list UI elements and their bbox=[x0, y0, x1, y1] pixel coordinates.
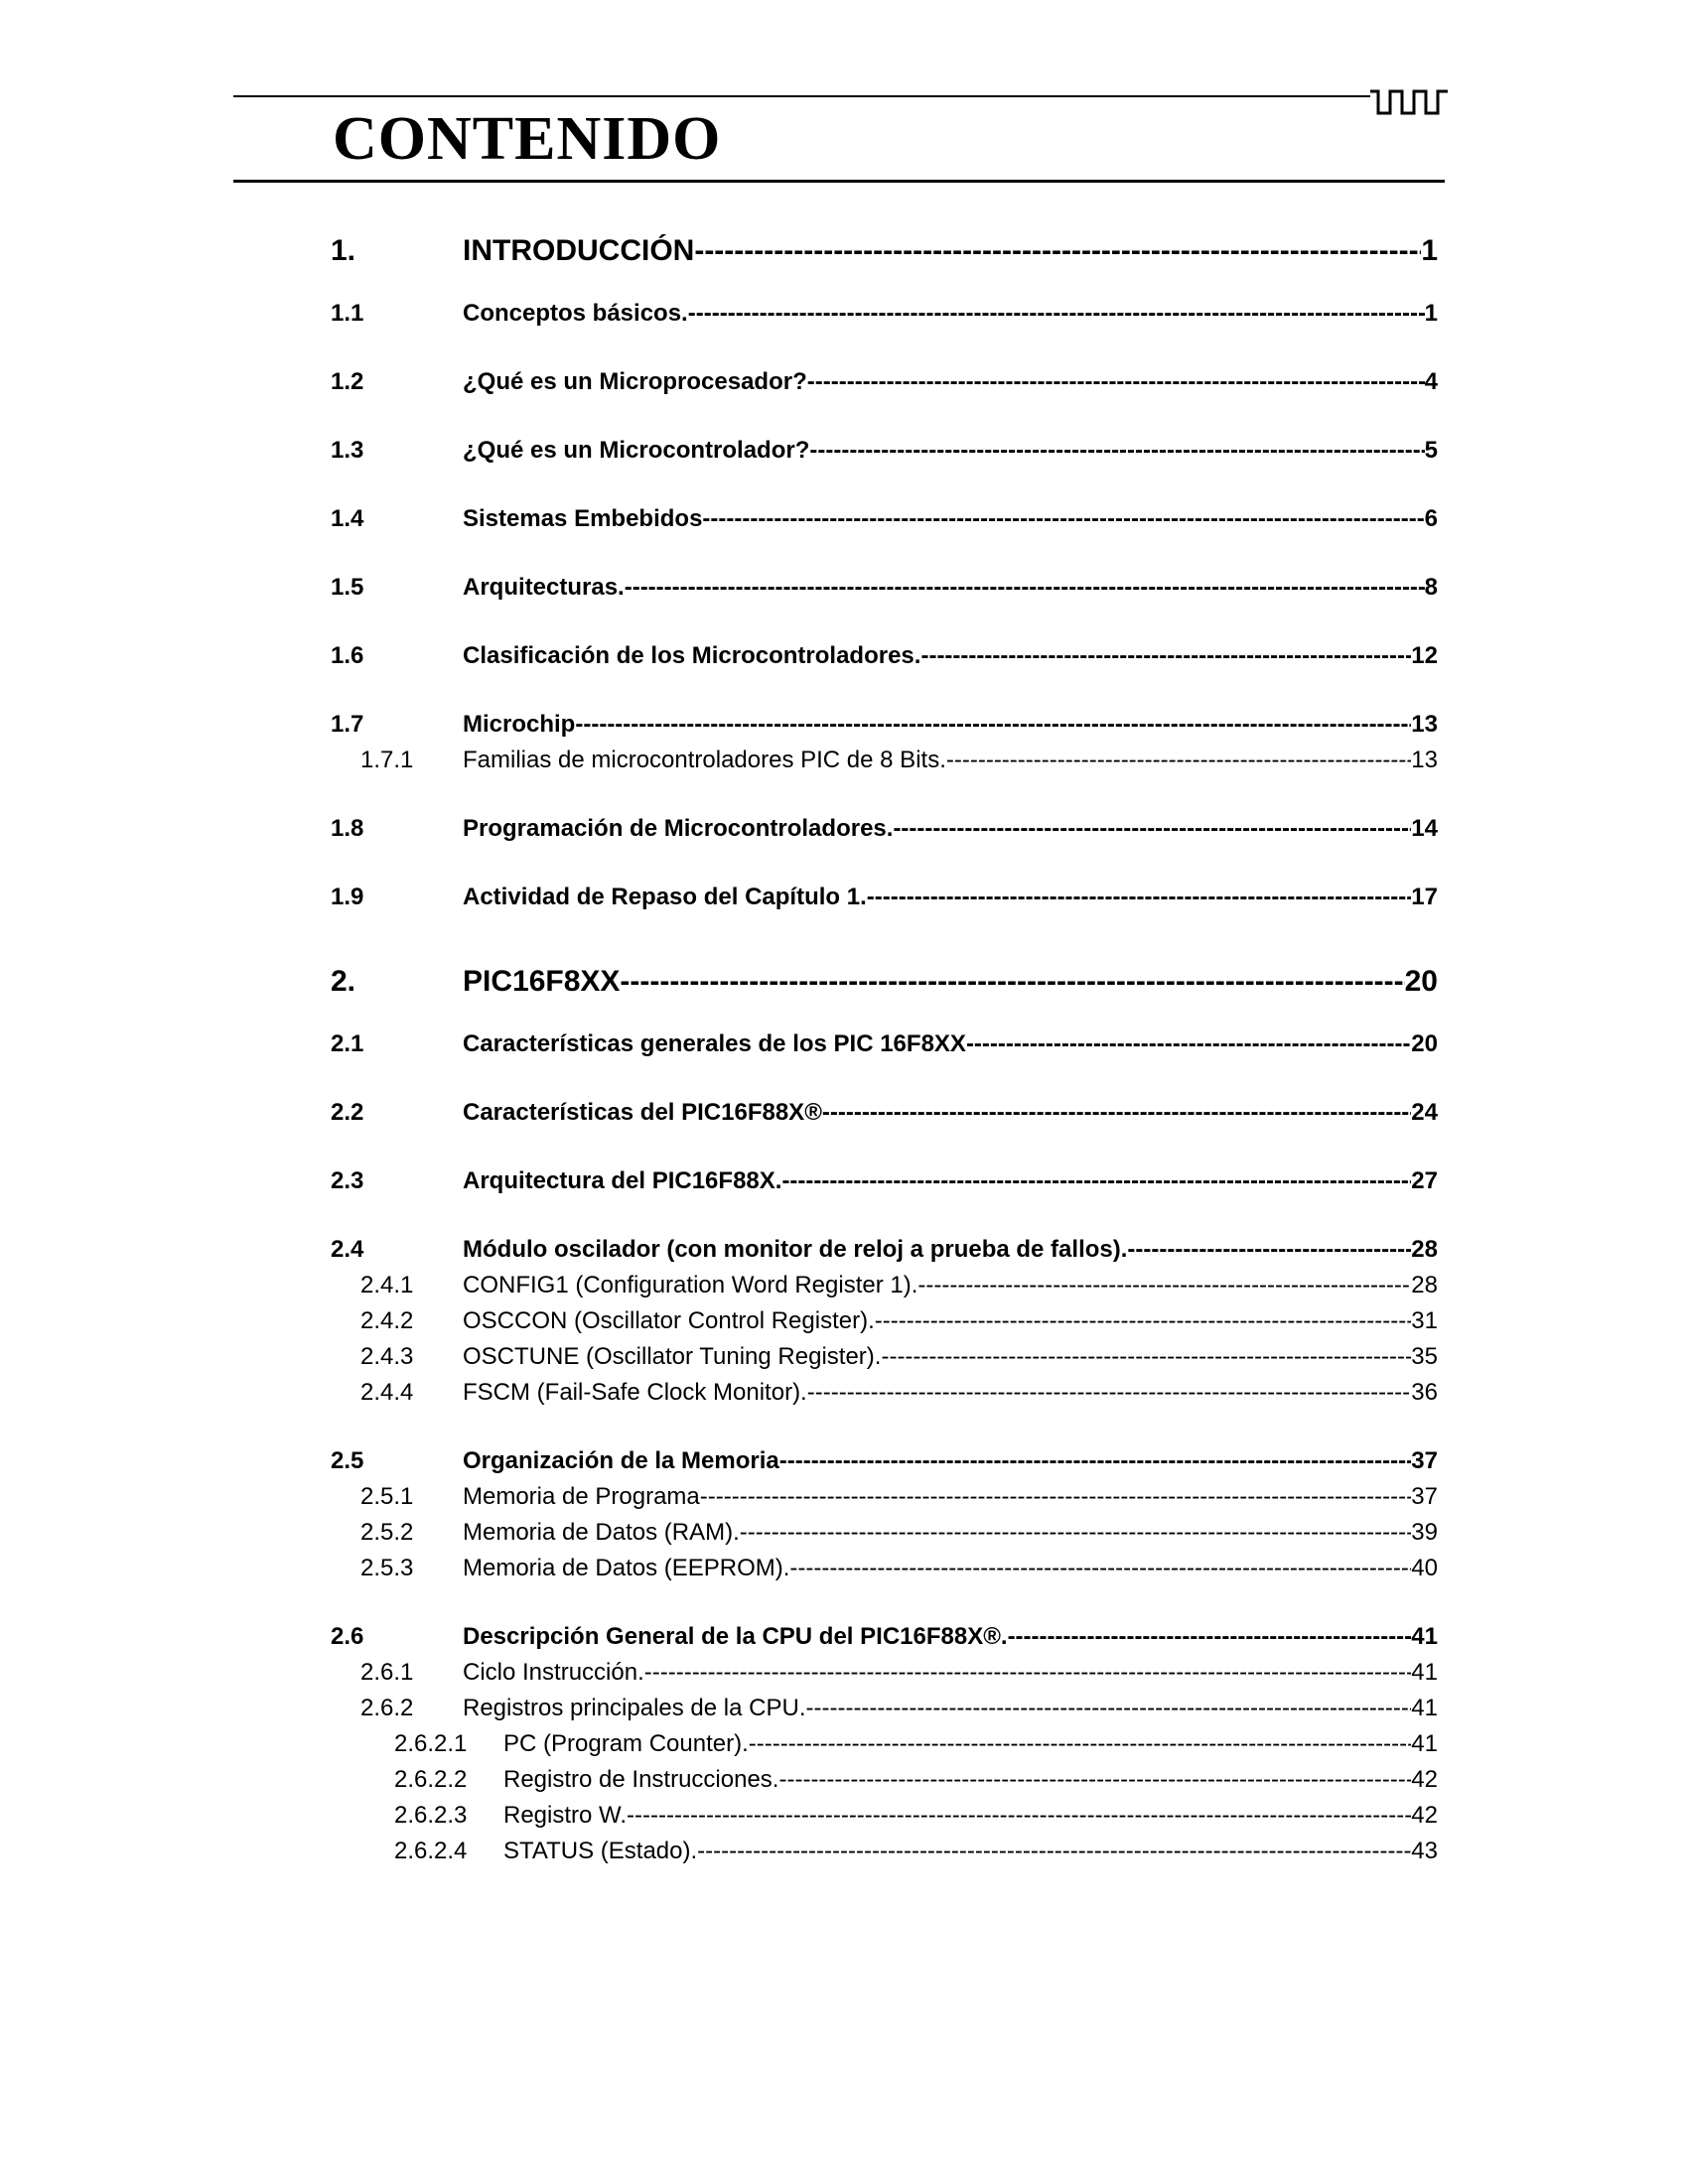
toc-entry-title: INTRODUCCIÓN bbox=[463, 234, 695, 267]
toc-entry[interactable] bbox=[331, 300, 1438, 332]
toc-entry[interactable] bbox=[331, 1659, 1438, 1691]
toc-entry-title: PIC16F8XX bbox=[463, 965, 621, 998]
toc-dot-leader bbox=[881, 1343, 1411, 1371]
toc-entry-number: 2.5.3 bbox=[360, 1555, 414, 1581]
toc-entry-page-number: 36 bbox=[1411, 1379, 1438, 1406]
toc-entry[interactable] bbox=[331, 1236, 1438, 1268]
toc-entry[interactable] bbox=[331, 1307, 1438, 1339]
toc-entry-number: 1.1 bbox=[331, 300, 364, 327]
toc-dot-leader bbox=[805, 1695, 1411, 1722]
toc-entry-title: Características del PIC16F88X® bbox=[463, 1099, 822, 1126]
toc-entry-number: 2.2 bbox=[331, 1099, 364, 1126]
toc-entry[interactable] bbox=[331, 1272, 1438, 1303]
toc-entry-number: 2.6.1 bbox=[360, 1659, 414, 1686]
toc-entry-number: 1.9 bbox=[331, 884, 364, 910]
toc-entry[interactable] bbox=[331, 1343, 1438, 1375]
toc-entry-page-number: 31 bbox=[1411, 1307, 1438, 1334]
toc-entry[interactable] bbox=[331, 711, 1438, 743]
toc-entry-title: FSCM (Fail-Safe Clock Monitor). bbox=[463, 1379, 807, 1406]
toc-entry-page-number: 37 bbox=[1411, 1447, 1438, 1474]
toc-entry-page-number: 41 bbox=[1411, 1695, 1438, 1721]
toc-dot-leader bbox=[917, 1272, 1411, 1299]
toc-entry-page-number: 43 bbox=[1411, 1838, 1438, 1864]
toc-entry[interactable] bbox=[331, 1730, 1438, 1762]
toc-entry[interactable] bbox=[331, 1167, 1438, 1199]
toc-dot-leader bbox=[575, 711, 1411, 739]
toc-entry-title: PC (Program Counter). bbox=[503, 1730, 749, 1757]
toc-entry-number: 2.4.3 bbox=[360, 1343, 414, 1370]
toc-entry[interactable] bbox=[331, 1447, 1438, 1479]
toc-entry-number: 2.4.1 bbox=[360, 1272, 414, 1298]
toc-entry[interactable] bbox=[331, 368, 1438, 400]
toc-entry-page-number: 13 bbox=[1411, 747, 1438, 773]
toc-entry-number: 2.5.2 bbox=[360, 1519, 414, 1546]
toc-entry-number: 1. bbox=[331, 234, 356, 267]
toc-entry-title: Memoria de Programa bbox=[463, 1483, 700, 1510]
toc-entry-title: Registro W. bbox=[503, 1802, 628, 1829]
toc-entry-page-number: 42 bbox=[1411, 1766, 1438, 1793]
toc-dot-leader bbox=[1127, 1236, 1411, 1264]
toc-entry[interactable] bbox=[331, 884, 1438, 915]
toc-entry-page-number: 14 bbox=[1411, 815, 1438, 842]
toc-entry-number: 2.4.2 bbox=[360, 1307, 414, 1334]
toc-entry[interactable] bbox=[331, 1623, 1438, 1655]
toc-dot-leader bbox=[778, 1766, 1411, 1794]
toc-entry-title: Memoria de Datos (RAM). bbox=[463, 1519, 740, 1546]
toc-dot-leader bbox=[789, 1555, 1411, 1582]
toc-entry[interactable] bbox=[331, 1838, 1438, 1869]
toc-entry-number: 2.6.2 bbox=[360, 1695, 414, 1721]
toc-entry-page-number: 1 bbox=[1424, 300, 1438, 327]
toc-entry-title: CONFIG1 (Configuration Word Register 1). bbox=[463, 1272, 918, 1298]
toc-entry-number: 2.6.2.4 bbox=[394, 1838, 468, 1864]
toc-entry[interactable] bbox=[331, 1766, 1438, 1798]
toc-entry-title: Memoria de Datos (EEPROM). bbox=[463, 1555, 790, 1581]
toc-entry-title: Clasificación de los Microcontroladores. bbox=[463, 642, 921, 669]
toc-entry-page-number: 41 bbox=[1411, 1623, 1438, 1650]
toc-entry[interactable] bbox=[331, 574, 1438, 606]
toc-entry-title: OSCTUNE (Oscillator Tuning Register). bbox=[463, 1343, 882, 1370]
toc-entry[interactable] bbox=[331, 234, 1438, 274]
toc-entry-page-number: 37 bbox=[1411, 1483, 1438, 1510]
toc-entry-title: Módulo oscilador (con monitor de reloj a prueba de fallos). bbox=[463, 1236, 1128, 1263]
toc-entry-title: OSCCON (Oscillator Control Register). bbox=[463, 1307, 875, 1334]
header-bottom-rule bbox=[233, 180, 1445, 183]
toc-dot-leader bbox=[822, 1099, 1411, 1127]
toc-entry-page-number: 28 bbox=[1411, 1236, 1438, 1263]
toc-entry-title: Microchip bbox=[463, 711, 576, 738]
toc-dot-leader bbox=[740, 1519, 1412, 1547]
toc-entry-page-number: 28 bbox=[1411, 1272, 1438, 1298]
toc-entry-page-number: 39 bbox=[1411, 1519, 1438, 1546]
toc-dot-leader bbox=[966, 1030, 1411, 1058]
toc-entry-number: 1.4 bbox=[331, 505, 364, 532]
toc-entry[interactable] bbox=[331, 815, 1438, 847]
toc-dot-leader bbox=[920, 642, 1411, 670]
toc-entry-number: 2.5.1 bbox=[360, 1483, 414, 1510]
toc-entry-page-number: 41 bbox=[1411, 1730, 1438, 1757]
toc-entry-number: 2.4 bbox=[331, 1236, 364, 1263]
toc-dot-leader bbox=[807, 1379, 1412, 1407]
page-header bbox=[0, 0, 1688, 199]
toc-entry-title: Sistemas Embebidos bbox=[463, 505, 703, 532]
toc-entry-page-number: 20 bbox=[1411, 1030, 1438, 1057]
page-title: CONTENIDO bbox=[333, 105, 722, 173]
toc-entry[interactable] bbox=[331, 1555, 1438, 1586]
toc-entry-title: Conceptos básicos. bbox=[463, 300, 688, 327]
toc-entry-number: 2.1 bbox=[331, 1030, 364, 1057]
square-wave-logo-icon bbox=[1370, 87, 1448, 121]
toc-entry[interactable] bbox=[331, 1379, 1438, 1411]
toc-entry-title: Familias de microcontroladores PIC de 8 Bits. bbox=[463, 747, 946, 773]
toc-entry[interactable] bbox=[331, 1802, 1438, 1834]
toc-dot-leader bbox=[1008, 1623, 1412, 1651]
toc-entry-page-number: 13 bbox=[1411, 711, 1438, 738]
toc-entry-number: 2.5 bbox=[331, 1447, 364, 1474]
toc-entry-title: Organización de la Memoria bbox=[463, 1447, 779, 1474]
toc-entry-page-number: 41 bbox=[1411, 1659, 1438, 1686]
toc-entry-title: Arquitectura del PIC16F88X. bbox=[463, 1167, 782, 1194]
toc-entry[interactable] bbox=[331, 505, 1438, 537]
toc-entry[interactable] bbox=[331, 1099, 1438, 1131]
toc-dot-leader bbox=[779, 1447, 1412, 1475]
toc-entry-number: 1.7 bbox=[331, 711, 364, 738]
toc-entry-title: Registro de Instrucciones. bbox=[503, 1766, 779, 1793]
toc-dot-leader bbox=[807, 368, 1425, 396]
toc-entry-number: 1.2 bbox=[331, 368, 364, 395]
toc-entry-number: 2.6.2.2 bbox=[394, 1766, 468, 1793]
toc-entry-page-number: 6 bbox=[1424, 505, 1438, 532]
toc-entry[interactable] bbox=[331, 437, 1438, 469]
toc-entry-title: Características generales de los PIC 16F8XX bbox=[463, 1030, 966, 1057]
toc-entry[interactable] bbox=[331, 1695, 1438, 1726]
toc-dot-leader bbox=[875, 1307, 1412, 1335]
toc-entry-number: 2.6.2.1 bbox=[394, 1730, 468, 1757]
toc-dot-leader bbox=[625, 574, 1425, 602]
toc-entry-title: Ciclo Instrucción. bbox=[463, 1659, 644, 1686]
toc-entry[interactable] bbox=[331, 1030, 1438, 1062]
toc-entry-number: 2.6 bbox=[331, 1623, 364, 1650]
toc-dot-leader bbox=[700, 1483, 1412, 1511]
toc-entry[interactable] bbox=[331, 965, 1438, 1005]
toc-entry-number: 2. bbox=[331, 965, 356, 998]
toc-entry-number: 1.7.1 bbox=[360, 747, 414, 773]
toc-entry-page-number: 12 bbox=[1411, 642, 1438, 669]
toc-entry-page-number: 8 bbox=[1424, 574, 1438, 601]
toc-entry-page-number: 1 bbox=[1421, 234, 1438, 267]
toc-entry-number: 2.6.2.3 bbox=[394, 1802, 468, 1829]
toc-entry-title: ¿Qué es un Microcontrolador? bbox=[463, 437, 810, 464]
toc-dot-leader bbox=[893, 815, 1411, 843]
toc-entry-page-number: 40 bbox=[1411, 1555, 1438, 1581]
toc-entry-title: Arquitecturas. bbox=[463, 574, 625, 601]
toc-entry-number: 1.6 bbox=[331, 642, 364, 669]
toc-entry[interactable] bbox=[331, 642, 1438, 674]
toc-dot-leader bbox=[688, 300, 1425, 328]
toc-dot-leader bbox=[946, 747, 1411, 774]
toc-entry-number: 2.4.4 bbox=[360, 1379, 414, 1406]
toc-entry-title: Programación de Microcontroladores. bbox=[463, 815, 894, 842]
header-top-rule bbox=[233, 95, 1370, 97]
toc-entry-number: 2.3 bbox=[331, 1167, 364, 1194]
toc-entry-page-number: 24 bbox=[1411, 1099, 1438, 1126]
toc-entry-number: 1.8 bbox=[331, 815, 364, 842]
toc-entry[interactable] bbox=[331, 1519, 1438, 1551]
toc-entry-title: STATUS (Estado). bbox=[503, 1838, 698, 1864]
toc-dot-leader bbox=[867, 884, 1412, 911]
toc-entry[interactable] bbox=[331, 1483, 1438, 1515]
toc-entry-page-number: 4 bbox=[1424, 368, 1438, 395]
toc-entry-title: Actividad de Repaso del Capítulo 1. bbox=[463, 884, 867, 910]
toc-dot-leader bbox=[781, 1167, 1411, 1195]
toc-entry-page-number: 5 bbox=[1424, 437, 1438, 464]
toc-dot-leader bbox=[702, 505, 1424, 533]
toc-dot-leader bbox=[620, 965, 1404, 999]
toc-entry-page-number: 17 bbox=[1411, 884, 1438, 910]
toc-entry-title: Registros principales de la CPU. bbox=[463, 1695, 806, 1721]
toc-dot-leader bbox=[627, 1802, 1411, 1830]
table-of-contents bbox=[331, 234, 1438, 1869]
toc-entry-title: Descripción General de la CPU del PIC16F88X®. bbox=[463, 1623, 1008, 1650]
toc-dot-leader bbox=[644, 1659, 1412, 1687]
toc-dot-leader bbox=[694, 234, 1421, 268]
toc-entry-page-number: 27 bbox=[1411, 1167, 1438, 1194]
toc-entry-page-number: 20 bbox=[1404, 965, 1438, 998]
toc-dot-leader bbox=[697, 1838, 1411, 1865]
toc-entry[interactable] bbox=[331, 747, 1438, 778]
toc-entry-title: ¿Qué es un Microprocesador? bbox=[463, 368, 807, 395]
toc-entry-page-number: 42 bbox=[1411, 1802, 1438, 1829]
toc-dot-leader bbox=[809, 437, 1424, 465]
toc-entry-page-number: 35 bbox=[1411, 1343, 1438, 1370]
toc-entry-number: 1.3 bbox=[331, 437, 364, 464]
toc-dot-leader bbox=[749, 1730, 1412, 1758]
toc-entry-number: 1.5 bbox=[331, 574, 364, 601]
